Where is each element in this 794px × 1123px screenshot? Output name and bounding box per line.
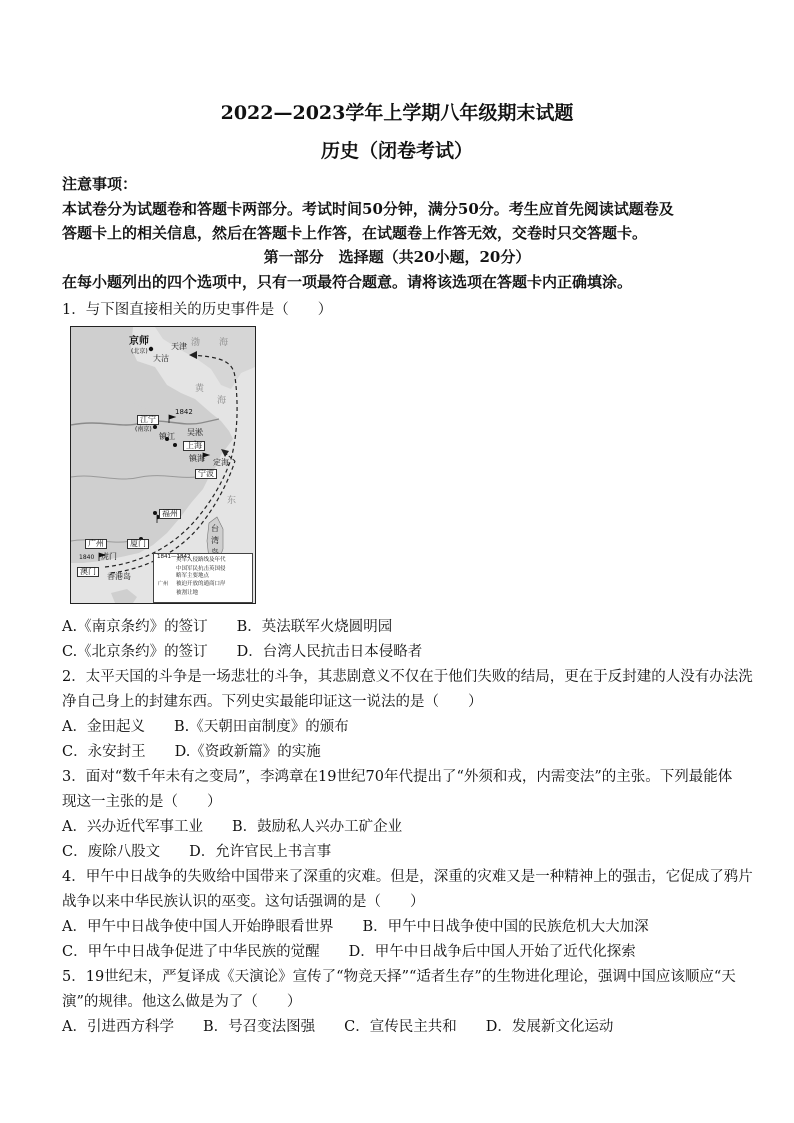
map-label-tai: 台 (211, 524, 219, 533)
question-4-stem-1: 4．甲午中日战争的失败给中国带来了深重的灾难。但是，深重的灾难又是一种精神上的强击，它促成了鸦片 (62, 869, 753, 885)
question-3-stem-1: 3．面对“数千年未有之变局”，李鸿章在19世纪70年代提出了“外须和戎，内需变法”的主张。下列最能体 (62, 769, 733, 785)
notice-heading: 注意事项： (62, 175, 138, 193)
question-3-options-ab: A．兴办近代军事工业 B．鼓励私人兴办工矿企业 (62, 819, 403, 835)
question-1-options-ab: A.《南京条约》的签订 B．英法联军火烧圆明园 (62, 619, 393, 635)
legend-battle-2: 略军主要地点 (176, 573, 210, 579)
legend-port: 被迫开放的通商口岸 (176, 581, 226, 587)
map-label-ningbo: 宁波 (195, 469, 217, 479)
map-label-beijing: (北京) (131, 348, 148, 355)
question-5-options: A．引进西方科学 B．号召变法图强 C．宣传民主共和 D．发展新文化运动 (62, 1019, 614, 1035)
opium-war-map (70, 326, 256, 604)
map-label-aomen: 澳门 (77, 567, 99, 577)
map-label-dagu: 大沽 (153, 354, 169, 363)
question-1-options-cd: C.《北京条约》的签订 D．台湾人民抗击日本侵略者 (62, 644, 423, 660)
map-label-east: 东 (227, 496, 237, 506)
question-1-stem: 1．与下图直接相关的历史事件是（ ） (62, 302, 333, 318)
question-3-options-cd: C．废除八股文 D．允许官民上书言事 (62, 844, 332, 860)
notice-line-1: 本试卷分为试题卷和答题卡两部分。考试时间50分钟，满分50分。考生应首先阅读试题卷及 (62, 200, 674, 218)
map-label-huang: 黄 (195, 384, 205, 394)
map-label-zhenhai: 镇海 (189, 454, 205, 463)
map-label-1842: 1842 (175, 408, 193, 416)
map-label-jiangning: 江宁 (137, 415, 159, 425)
legend-ceded: 被割让地 (176, 590, 199, 596)
legend-years: 1841—1842 (157, 554, 191, 560)
question-2-stem-2: 净自己身上的封建东西。下列史实最能印证这一说法的是（ ） (62, 694, 483, 710)
map-label-wan: 湾 (211, 536, 219, 545)
map-label-wusong: 吴淞 (187, 428, 203, 437)
map-label-xianggang: 香港岛 (107, 572, 131, 581)
legend-route: 英军入侵路线及年代 (176, 557, 226, 563)
question-5-stem-2: 演”的规律。他这么做是为了（ ） (62, 994, 302, 1010)
question-4-options-ab: A．甲午中日战争使中国人开始睁眼看世界 B．甲午中日战争使中国的民族危机大大加深 (62, 919, 649, 935)
legend-port-sample: 广州 (158, 581, 169, 587)
legend-battle-1: 中国军民抗击英国侵 (176, 566, 226, 572)
question-4-options-cd: C．甲午中日战争促进了中华民族的觉醒 D．甲午中日战争后中国人开始了近代化探索 (62, 944, 636, 960)
map-label-humen: 虎门 (101, 552, 117, 561)
map-label-zhenjiang: 镇江 (159, 432, 175, 441)
map-label-bo: 渤 (191, 338, 201, 348)
map-label-fuzhou: 福州 (159, 509, 181, 519)
map-label-hai-2: 海 (217, 396, 227, 406)
question-4-stem-2: 战争以来中华民族认识的巫变。这句话强调的是（ ） (62, 894, 425, 910)
exam-subtitle: 历史（闭卷考试） (320, 140, 473, 162)
question-3-stem-2: 现这一主张的是（ ） (62, 794, 222, 810)
map-label-dinghai: 定海 (213, 458, 229, 467)
map-label-guangzhou: 广州 (85, 539, 107, 549)
map-label-tianjin: 天津 (171, 342, 187, 351)
map-label-jingshi: 京师 (129, 336, 149, 347)
section-instruction: 在每小题列出的四个选项中，只有一项最符合题意。请将该选项在答题卡内正确填涂。 (62, 273, 633, 291)
question-5-stem-1: 5．19世纪末，严复译成《天演论》宣传了“物竞天择”“适者生存”的生物进化理论，强调中国应该顺应“天 (62, 969, 736, 985)
map-legend (153, 553, 253, 603)
map-label-nanjing: (南京) (135, 426, 152, 433)
question-2-stem-1: 2．太平天国的斗争是一场悲壮的斗争，其悲剧意义不仅在于他们失败的结局，更在于反封建的人没有办法洗 (62, 669, 753, 685)
map-label-1840: 1840 (79, 554, 95, 561)
map-label-shanghai: 上海 (183, 441, 205, 451)
map-label-hai-1: 海 (219, 338, 229, 348)
exam-title: 2022—2023学年上学期八年级期末试题 (220, 102, 574, 124)
notice-line-2: 答题卡上的相关信息，然后在答题卡上作答，在试题卷上作答无效，交卷时只交答题卡。 (62, 224, 648, 242)
question-2-options-cd: C．永安封王 D.《资政新篇》的实施 (62, 744, 321, 760)
question-2-options-ab: A．金田起义 B.《天朝田亩制度》的颁布 (62, 719, 349, 735)
map-label-xiamen: 厦门 (127, 539, 149, 549)
section-heading: 第一部分 选择题（共20小题，20分） (263, 248, 531, 266)
